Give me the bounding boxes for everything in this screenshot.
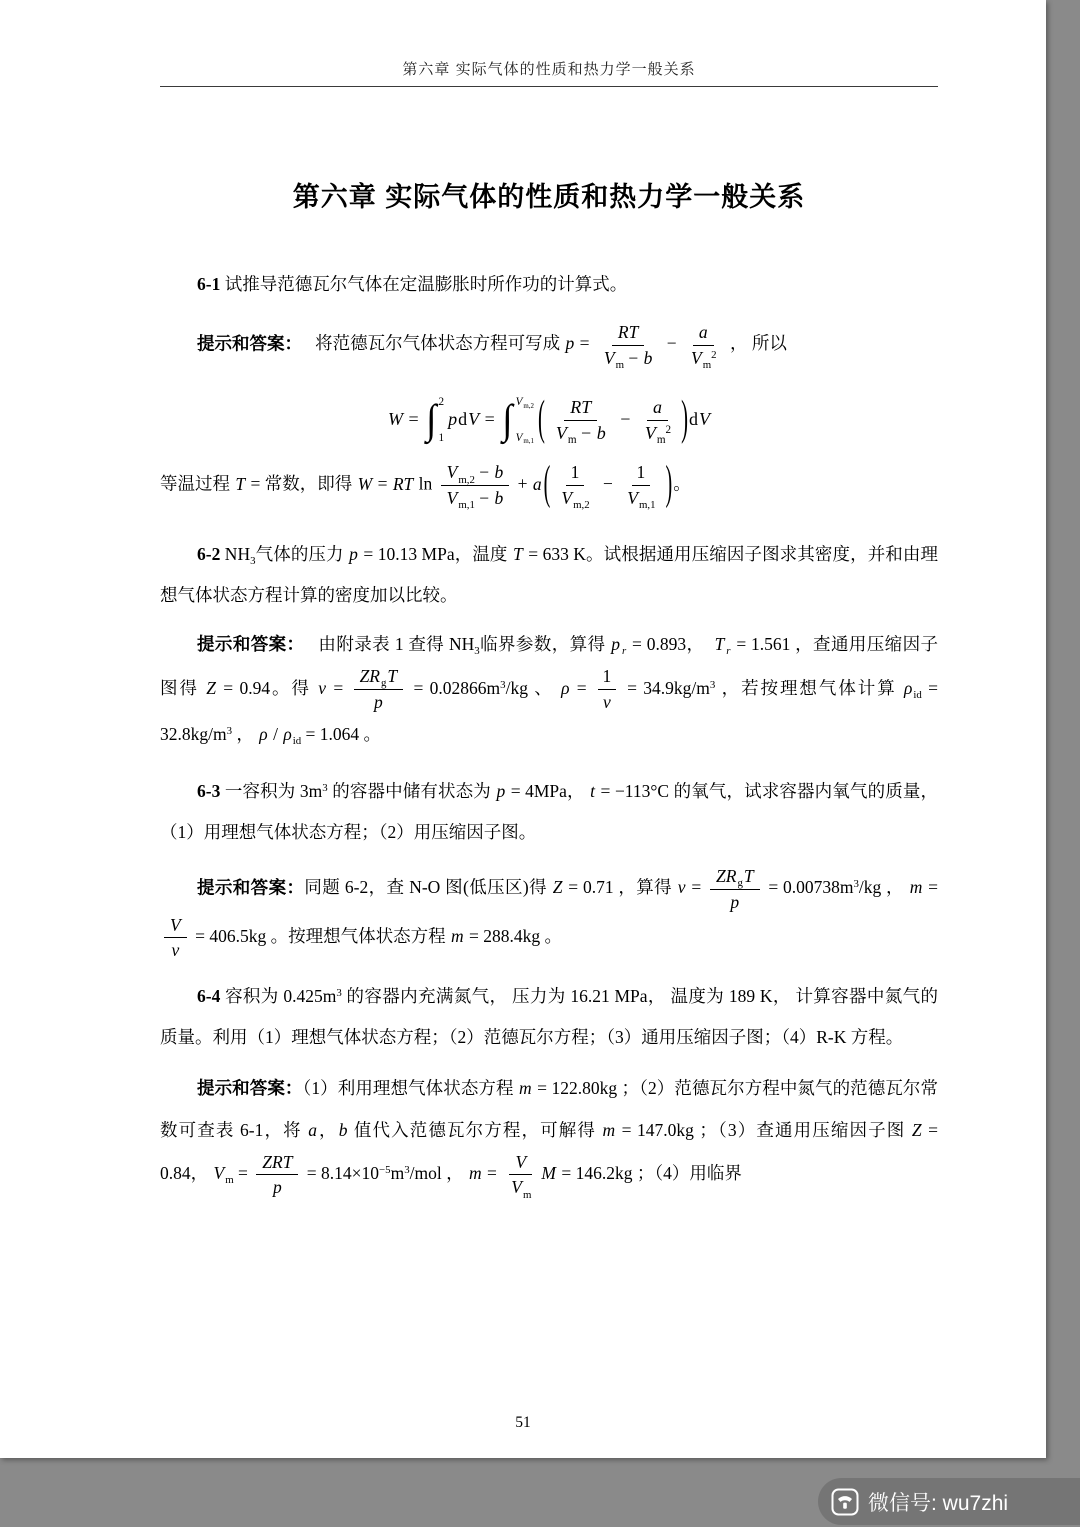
answer-6-2 — [160, 624, 938, 755]
answer-text: （1）利用理想气体状态方程 m = 122.80kg ；（2）范德瓦尔方程中氮气的范德瓦尔常数可查表 6-1，将 a，b 值代入范德瓦尔方程，可解得 m = 147.0kg ；（3）查通用压缩因子图 Z = 0.84， $V_m$ = $\frac{\text{ZRT}}{p}$ = $8.14\times 10^{-5}m^3$/mol ， m = $\frac{V}{V_m}$ M = 146.2kg ；（4）用临界 — [160, 1078, 939, 1201]
problem-text: $NH_3$气体的压力 p = 10.13 MPa，温度 T = 633 K。试根据通用压缩因子图求其密度，并和由理想气体状态方程计算的密度加以比较。 — [160, 543, 939, 606]
header-rule — [160, 86, 938, 87]
answer-6-1 — [160, 321, 938, 370]
page-content — [160, 0, 938, 1199]
answer-6-3 — [160, 865, 938, 962]
answer-text: 由附录表 1 查得 $NH_3$临界参数，算得 p $_r$ = 0.893， T $_r$ = 1.561 ，查通用压缩因子图得 Z = 0.94。得 v = $\frac{ZR_gT}{p}$ = $0.02866m^3/kg$ 、 ρ = $\frac{1}{v}$ = $34.9kg/m^3$ ，若按理想气体计算 $\rho_{id} = 32.8kg/m^3$ ， $\rho / \rho_{id} = 1.064$ 。 — [160, 634, 939, 747]
problem-number: 6-2 — [197, 543, 221, 564]
answer-label: 提示和答案： — [197, 634, 296, 655]
page-number: 51 — [515, 1414, 531, 1431]
problem-number: 6-1 — [197, 274, 221, 294]
problem-6-4 — [160, 976, 938, 1058]
problem-6-3 — [160, 771, 938, 853]
answer-6-1-continued: 等温过程 T = 常数，即得 W = RT ln $\frac{V_{m,2} - b}{V_{m,1} - b}$ + a( $\frac{1}{V_{m,2}}$ − $\frac{1}{V_{m,1}}$ )。 — [160, 458, 691, 512]
problem-text: 一容积为 $3m^3$ 的容器中储有状态为 p = 4MPa， t = −113°C 的氧气，试求容器内氧气的质量，（1）用理想气体状态方程；（2）用压缩因子图。 — [160, 780, 938, 843]
answer-text: 同题 6-2，查 N-O 图(低压区)得 Z = 0.71 ，算得 v = $\frac{ZR_gT}{p}$ = $0.00738m^3/kg$ ， m = $\frac{V}{v}$ = 406.5kg 。按理想气体状态方程 m = 288.4kg 。 — [160, 877, 938, 946]
problem-number: 6-3 — [197, 780, 221, 801]
running-header: 第六章 实际气体的性质和热力学一般关系 — [402, 61, 696, 78]
problem-6-2 — [160, 534, 938, 616]
problem-text: 容积为 $0.425m^3$ 的容器内充满氮气， 压力为 16.21 MPa， 温度为 189 K， 计算容器中氮气的质量。利用（1）理想气体状态方程；（2）范德瓦尔方程；（3）通用压缩因子图；（4）R-K 方程。 — [160, 986, 938, 1048]
phone-icon — [831, 1488, 859, 1516]
answer-label: 提示和答案： — [197, 877, 305, 898]
answer-label: 提示和答案： — [197, 1078, 303, 1099]
answer-text: 将范德瓦尔气体状态方程可写成 p = $\frac{RT}{V_m - b}$ − $\frac{a}{V_m^2}$ ， 所以 — [293, 322, 787, 371]
formula-work-integral: W = ∫ 2 1 pdV = ∫ $V_{m,2}$ $V_{m,1}$ ( $\frac{RT}{V_m - b}$ − $\frac{a}{V_m^2}$ )dV — [387, 393, 711, 447]
problem-number: 6-4 — [197, 986, 221, 1007]
watermark-label: 微信号: wu7zhi — [868, 1491, 1009, 1515]
answer-label: 提示和答案： — [197, 333, 294, 354]
problem-text: 试推导范德瓦尔气体在定温膨胀时所作功的计算式。 — [220, 274, 628, 294]
problem-6-1 — [160, 264, 938, 305]
answer-6-4 — [160, 1068, 938, 1199]
chapter-title: 第六章 实际气体的性质和热力学一般关系 — [292, 182, 806, 212]
watermark-badge — [818, 1478, 1080, 1525]
